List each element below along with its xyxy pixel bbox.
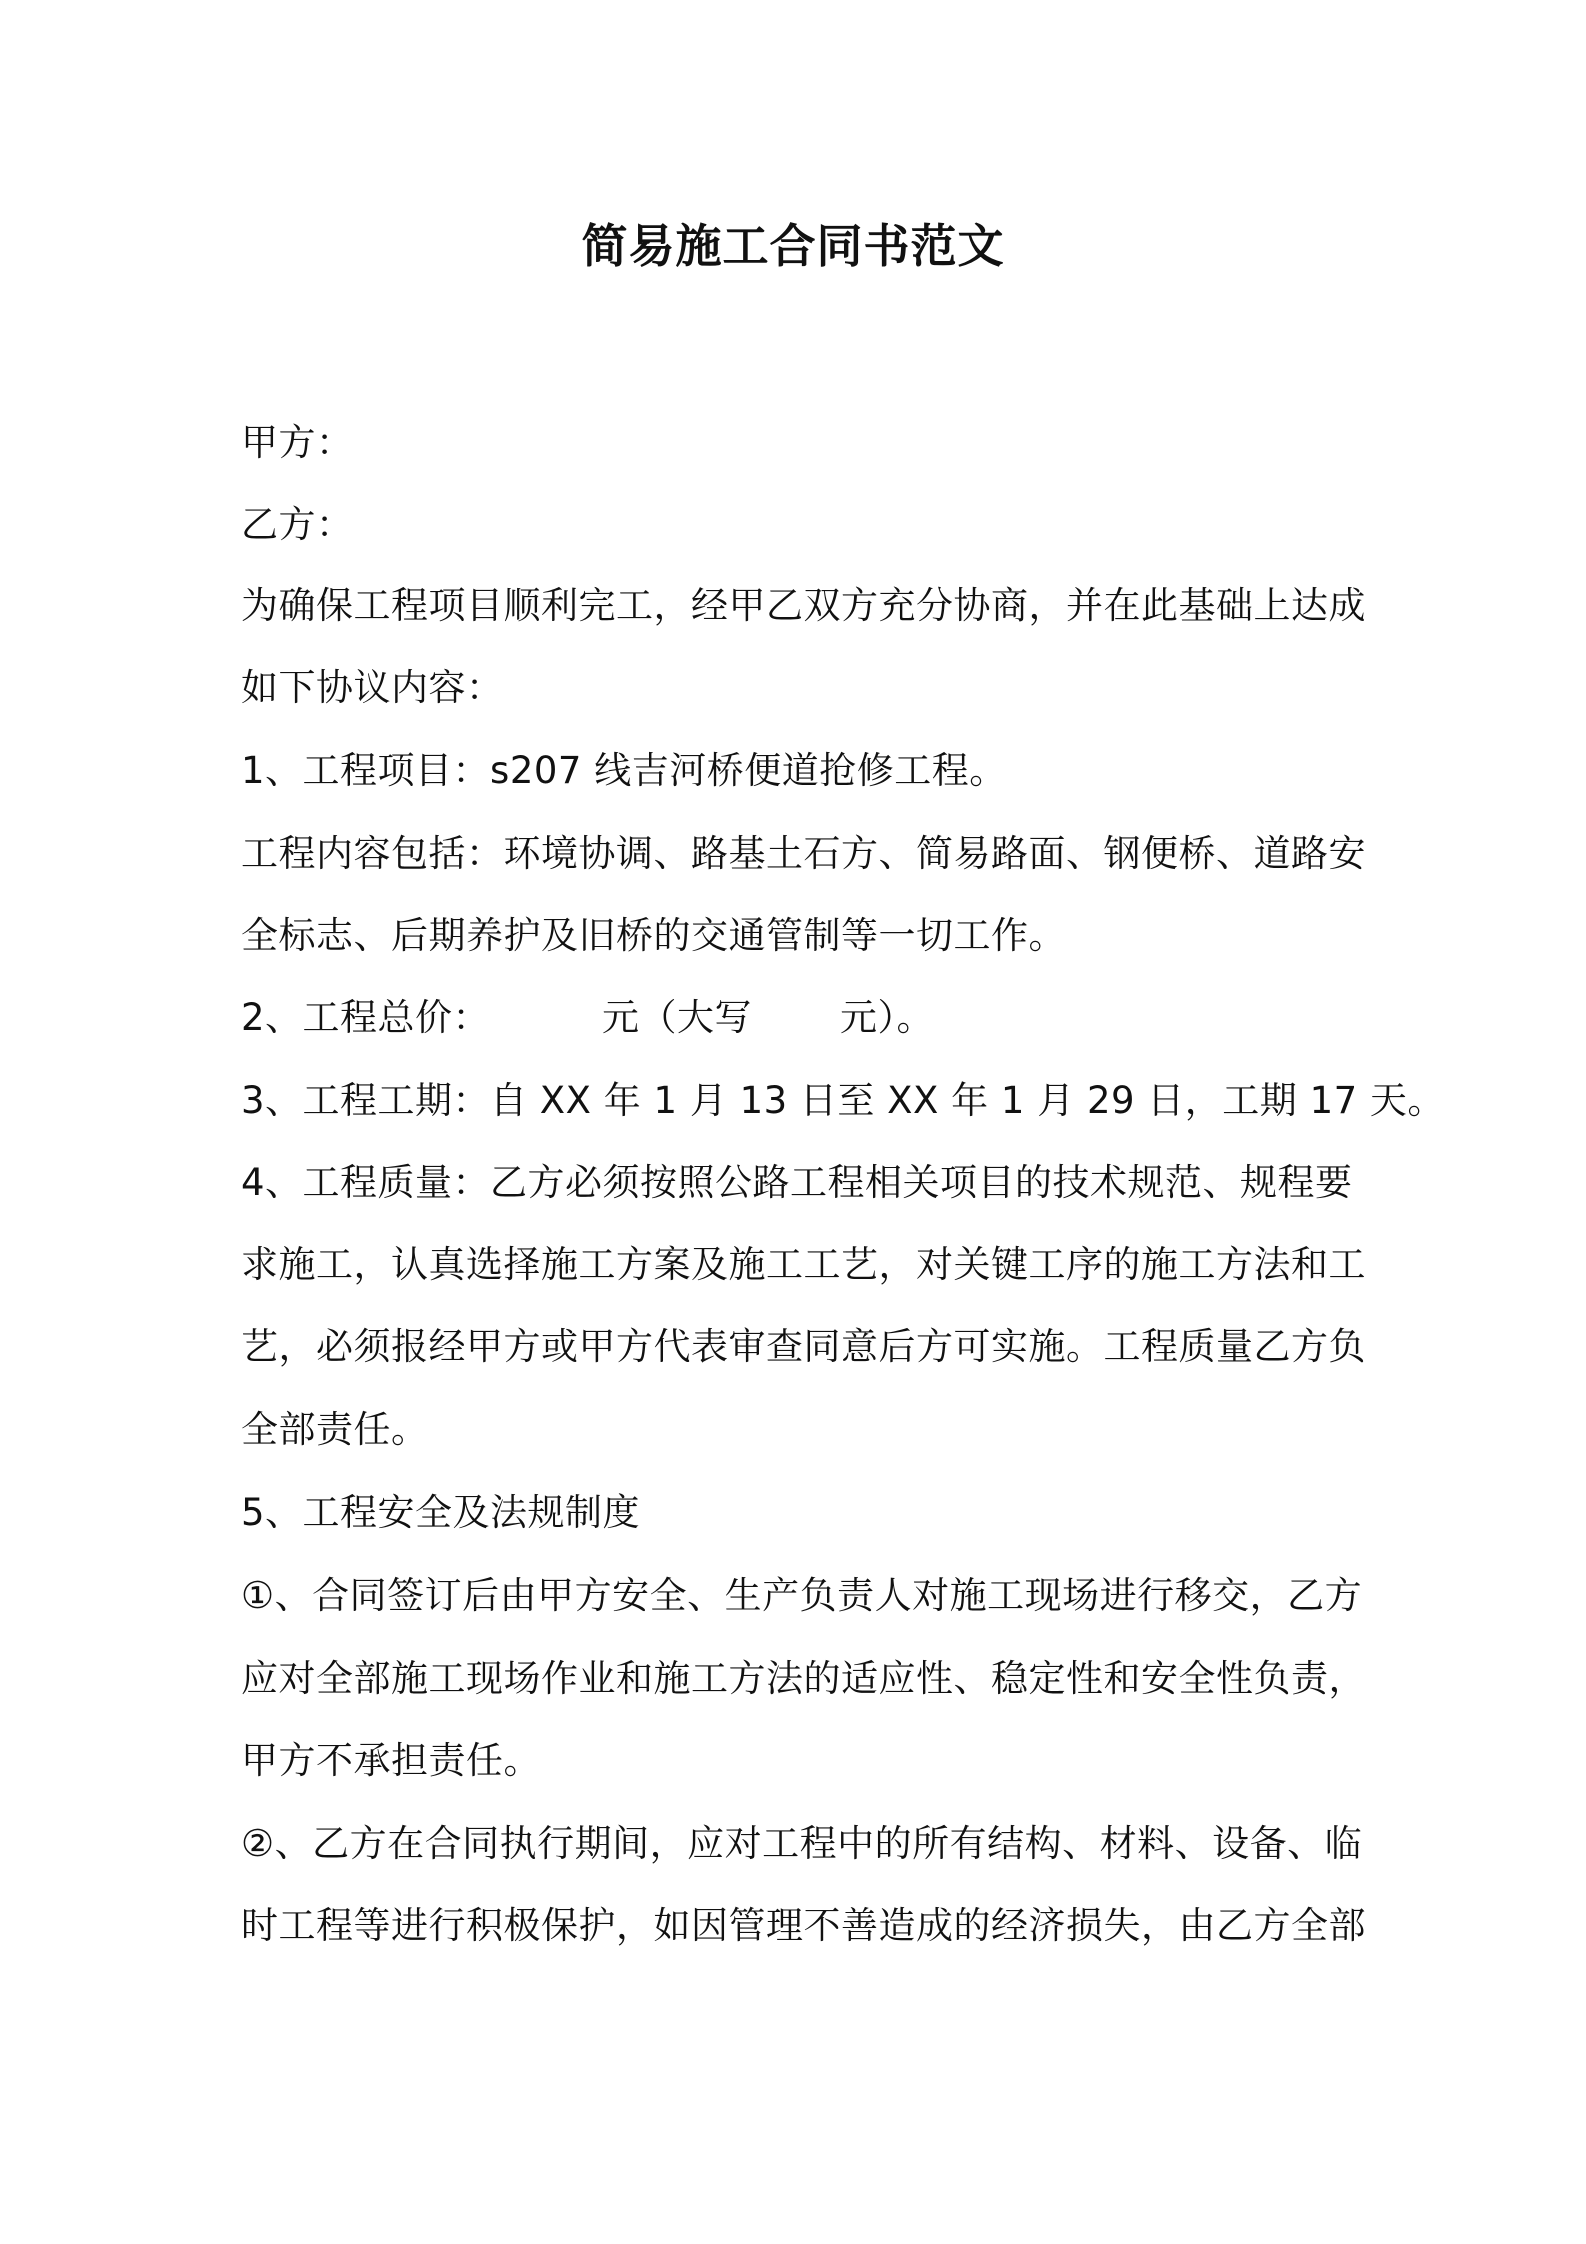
clause-1-line: 1、工程项目：s207 线吉河桥便道抢修工程。 — [241, 749, 1007, 792]
paragraph-line: 全部责任。 — [241, 1408, 429, 1451]
paragraph-line: 为确保工程项目顺利完工，经甲乙双方充分协商，并在此基础上达成 — [241, 584, 1366, 627]
paragraph-line: 如下协议内容： — [241, 666, 504, 709]
clause-5-line: 5、工程安全及法规制度 — [241, 1491, 641, 1534]
paragraph-line: 甲方不承担责任。 — [241, 1739, 541, 1782]
sub-clause-2-line: ②、乙方在合同执行期间，应对工程中的所有结构、材料、设备、临 — [241, 1822, 1363, 1865]
price-label: 2、工程总价： — [241, 996, 491, 1039]
party-b-line: 乙方： — [241, 503, 354, 546]
paragraph-line: 时工程等进行积极保护，如因管理不善造成的经济损失，由乙方全部 — [241, 1904, 1366, 1947]
paragraph-line: 艺，必须报经甲方或甲方代表审查同意后方可实施。工程质量乙方负 — [241, 1325, 1366, 1368]
party-a-line: 甲方： — [241, 421, 354, 464]
clause-3-line: 3、工程工期：自 XX 年 1 月 13 日至 XX 年 1 月 29 日，工期 17 天。 — [241, 1079, 1445, 1122]
price-unit-uppercase: 元）。 — [840, 996, 935, 1039]
document-title: 简易施工合同书范文 — [581, 219, 1005, 273]
paragraph-line: 应对全部施工现场作业和施工方法的适应性、稳定性和安全性负责， — [241, 1657, 1366, 1700]
paragraph-line: 求施工，认真选择施工方案及施工工艺，对关键工序的施工方法和工 — [241, 1243, 1366, 1286]
paragraph-line: 工程内容包括：环境协调、路基土石方、简易路面、钢便桥、道路安 — [241, 832, 1366, 875]
sub-clause-1-line: ①、合同签订后由甲方安全、生产负责人对施工现场进行移交，乙方 — [241, 1574, 1363, 1617]
paragraph-line: 全标志、后期养护及旧桥的交通管制等一切工作。 — [241, 914, 1066, 957]
price-unit: 元（大写 — [602, 996, 753, 1039]
clause-2-line — [241, 990, 1361, 1046]
clause-4-line: 4、工程质量：乙方必须按照公路工程相关项目的技术规范、规程要 — [241, 1161, 1353, 1204]
